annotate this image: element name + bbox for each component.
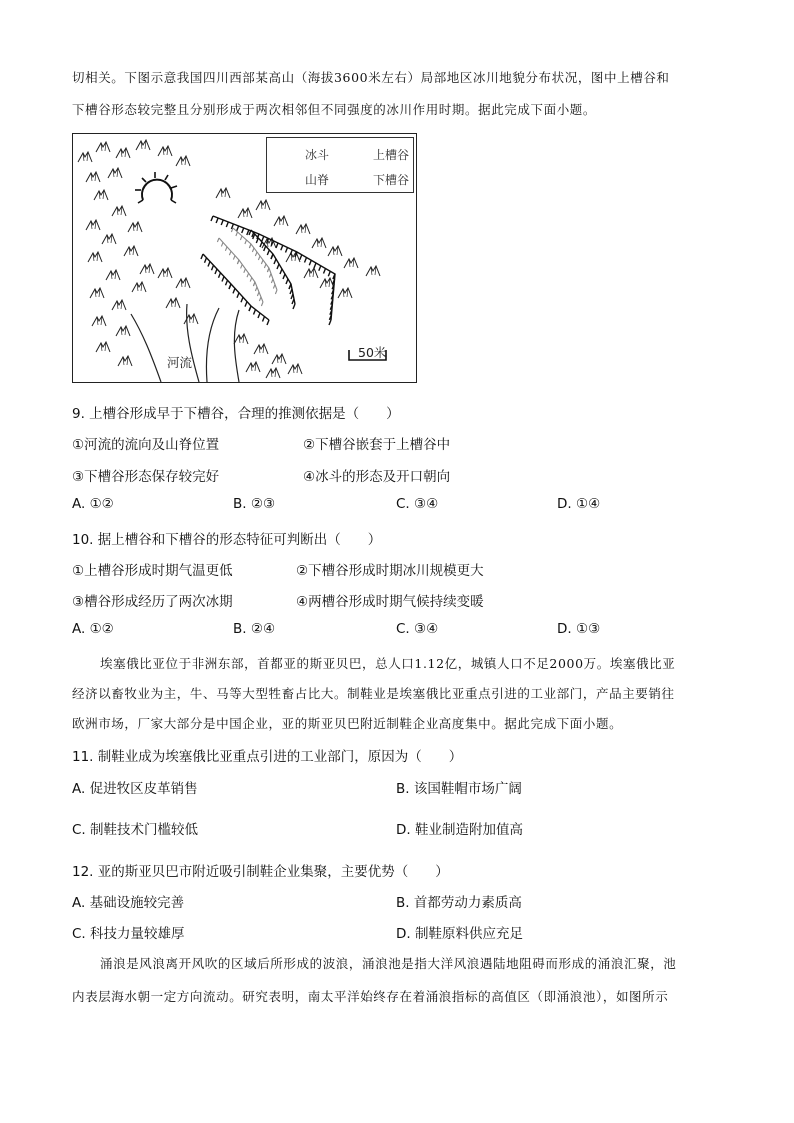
q9-option-d: D. ①④ bbox=[557, 496, 601, 512]
q11-option-b: B. 该国鞋帽市场广阔 bbox=[396, 781, 522, 797]
question-11-stem: 11. 制鞋业成为埃塞俄比亚重点引进的工业部门，原因为（ ） bbox=[72, 749, 463, 765]
legend-upper-trough-label: 上槽谷 bbox=[373, 148, 410, 162]
q9-statement-2: ②下槽谷嵌套于上槽谷中 bbox=[303, 437, 451, 453]
q12-option-c: C. 科技力量较雄厚 bbox=[72, 926, 185, 942]
intro-paragraph-2-line-1: 埃塞俄比亚位于非洲东部，首都亚的斯亚贝巴，总人口1.12亿，城镇人口不足2000万。埃塞俄比亚 bbox=[100, 656, 676, 671]
q9-option-a: A. ①② bbox=[72, 496, 114, 512]
q10-statement-2: ②下槽谷形成时期冰川规模更大 bbox=[296, 563, 484, 579]
q12-option-d: D. 制鞋原料供应充足 bbox=[396, 926, 523, 942]
q11-option-d: D. 鞋业制造附加值高 bbox=[396, 822, 523, 838]
q10-option-b: B. ②④ bbox=[233, 621, 276, 637]
q10-statement-3: ③槽谷形成经历了两次冰期 bbox=[72, 594, 233, 610]
legend-ridge-label: 山脊 bbox=[305, 173, 330, 187]
question-9-stem: 9. 上槽谷形成早于下槽谷，合理的推测依据是（ ） bbox=[72, 406, 400, 422]
q9-statement-1: ①河流的流向及山脊位置 bbox=[72, 437, 220, 453]
intro-paragraph-3-line-1: 涌浪是风浪离开风吹的区域后所形成的波浪，涌浪池是指大洋风浪遇陆地阻碍而形成的涌浪汇聚，池 bbox=[100, 956, 677, 971]
q11-option-a: A. 促进牧区皮革销售 bbox=[72, 781, 198, 797]
glacier-landform-map bbox=[72, 133, 417, 383]
q11-option-c: C. 制鞋技术门槛较低 bbox=[72, 822, 199, 838]
cirque-symbol bbox=[135, 172, 177, 203]
legend-cirque-label: 冰斗 bbox=[305, 148, 330, 162]
q10-statement-4: ④两槽谷形成时期气候持续变暖 bbox=[296, 594, 484, 610]
q9-option-c: C. ③④ bbox=[396, 496, 439, 512]
q9-statement-4: ④冰斗的形态及开口朝向 bbox=[303, 469, 451, 485]
intro-paragraph-2-line-2: 经济以畜牧业为主，牛、马等大型牲畜占比大。制鞋业是埃塞俄比亚重点引进的工业部门，产品主要销往 bbox=[72, 686, 675, 701]
legend-lower-trough-label: 下槽谷 bbox=[373, 173, 410, 187]
intro-paragraph-3-line-2: 内表层海水朝一定方向流动。研究表明，南太平洋始终存在着涌浪指标的高值区（即涌浪池），如图所示 bbox=[72, 989, 669, 1004]
q10-option-c: C. ③④ bbox=[396, 621, 439, 637]
intro-paragraph-2-line-3: 欧洲市场，厂家大部分是中国企业，亚的斯亚贝巴附近制鞋企业高度集中。据此完成下面小题。 bbox=[72, 716, 623, 731]
intro-paragraph-1-line-1: 切相关。下图示意我国四川西部某高山（海拔3600米左右）局部地区冰川地貌分布状况，图中上槽谷和 bbox=[72, 70, 670, 85]
q10-option-a: A. ①② bbox=[72, 621, 114, 637]
q10-option-d: D. ①③ bbox=[557, 621, 601, 637]
river-label: 河流 bbox=[167, 355, 193, 370]
q10-statement-1: ①上槽谷形成时期气温更低 bbox=[72, 563, 233, 579]
map-legend bbox=[266, 137, 414, 193]
q9-statement-3: ③下槽谷形态保存较完好 bbox=[72, 469, 220, 485]
q12-option-a: A. 基础设施较完善 bbox=[72, 895, 185, 911]
scale-label: 50米 bbox=[358, 345, 387, 360]
q9-option-b: B. ②③ bbox=[233, 496, 276, 512]
q12-option-b: B. 首都劳动力素质高 bbox=[396, 895, 522, 911]
question-10-stem: 10. 据上槽谷和下槽谷的形态特征可判断出（ ） bbox=[72, 532, 382, 548]
intro-paragraph-1-line-2: 下槽谷形态较完整且分别形成于两次相邻但不同强度的冰川作用时期。据此完成下面小题。 bbox=[72, 102, 597, 117]
question-12-stem: 12. 亚的斯亚贝巴市附近吸引制鞋企业集聚，主要优势（ ） bbox=[72, 864, 449, 880]
